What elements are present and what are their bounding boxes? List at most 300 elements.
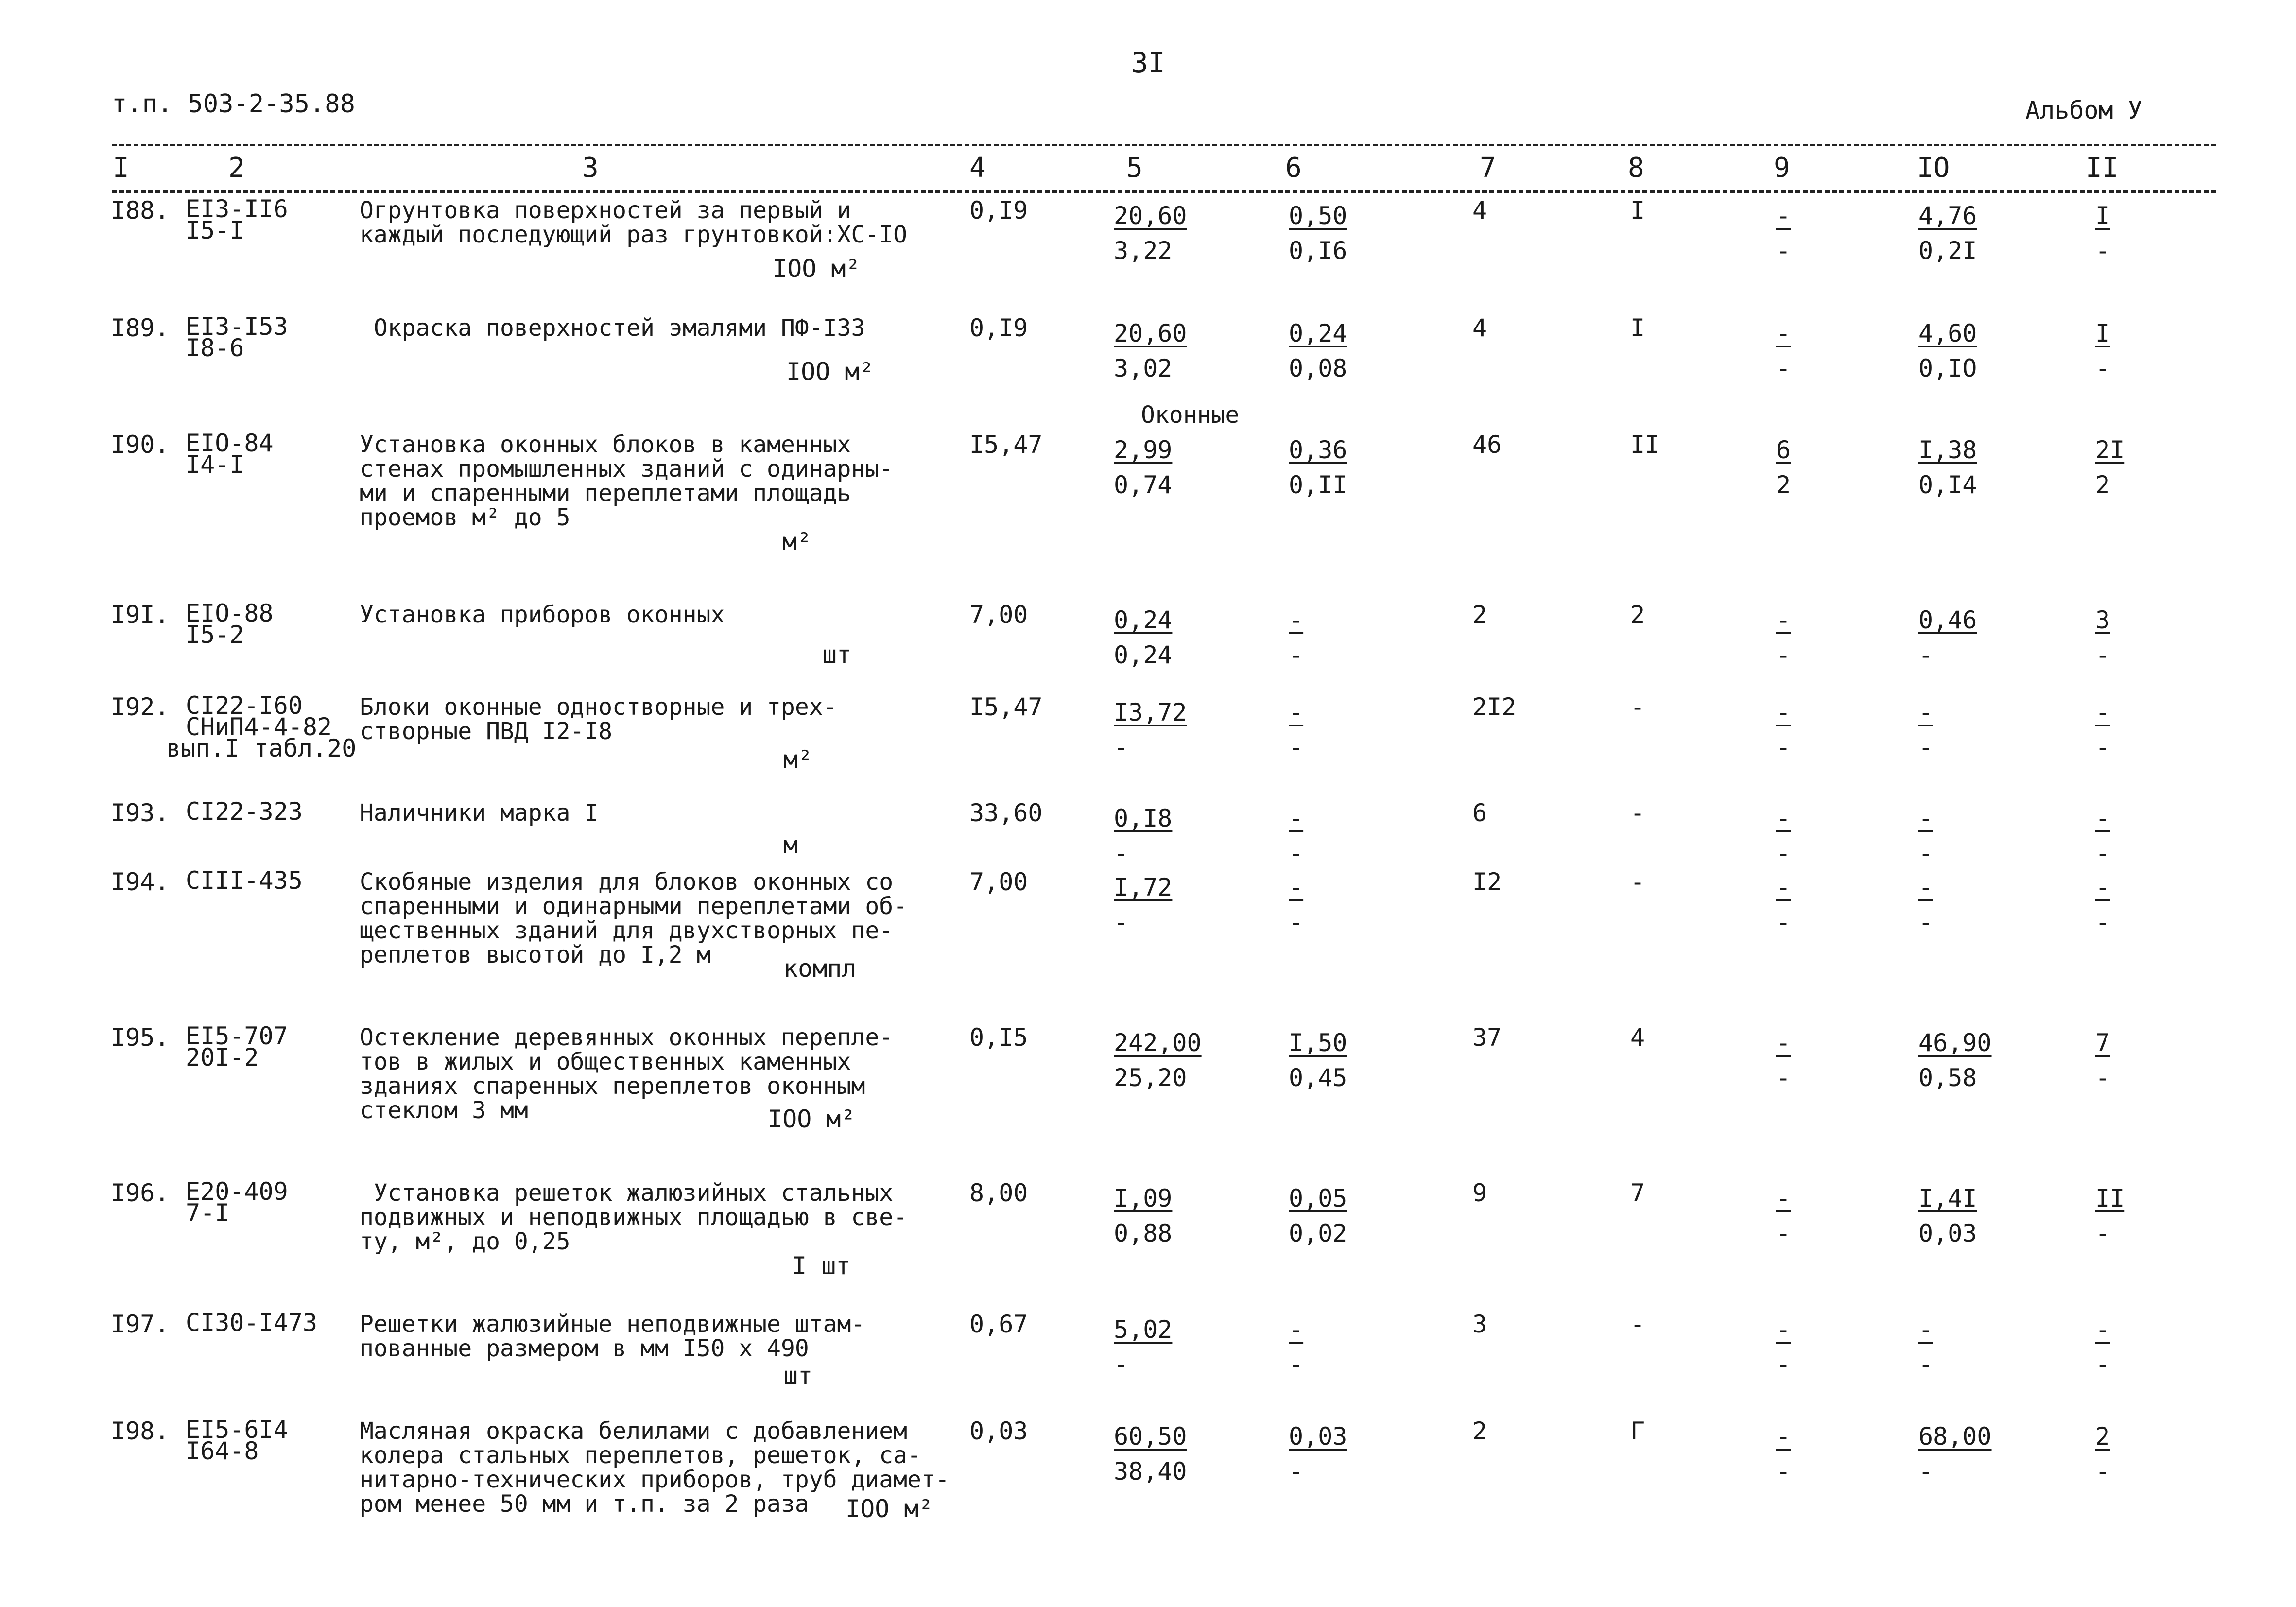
col-6-fraction: [1289, 1419, 1347, 1489]
col-9-fraction-bottom: -: [1776, 733, 1791, 761]
unit-text: IOO м²: [786, 358, 874, 386]
col-10-fraction: [1918, 1312, 1933, 1382]
col-9-fraction: [1776, 801, 1791, 871]
col-8-value: [1630, 198, 1645, 223]
col-10-fraction-top: -: [1918, 804, 1933, 832]
col-9-fraction-bottom: -: [1776, 1219, 1791, 1247]
header-col-1: I: [113, 152, 129, 184]
col-10-fraction-bottom: 0,I4: [1918, 471, 1977, 499]
description-line: Масляная окраска белилами с добавлением: [360, 1417, 908, 1445]
row-code: [186, 312, 288, 362]
col-9-fraction-top: -: [1776, 1315, 1791, 1344]
col-9-fraction-top: -: [1776, 606, 1791, 634]
col-11-fraction-bottom: -: [2095, 641, 2110, 669]
row-number-text: I97.: [111, 1310, 170, 1338]
col-11-fraction-bottom: 2: [2095, 471, 2110, 499]
col-5-fraction: [1114, 316, 1187, 386]
row-number: [111, 870, 169, 894]
col-7-text: 3: [1472, 1310, 1487, 1338]
col-10-fraction: [1918, 198, 1977, 268]
unit-text: м: [783, 831, 798, 859]
col-8-value: [1630, 1025, 1645, 1050]
col-8-value: [1630, 1181, 1645, 1205]
col-9-fraction-bottom: -: [1776, 1064, 1791, 1092]
document-code: т.п. 503-2-35.88: [112, 89, 355, 119]
row-number-text: I98.: [111, 1417, 170, 1445]
unit-text: шт: [783, 1362, 813, 1390]
col-10-fraction-bottom: -: [1918, 1350, 1933, 1379]
code-line: CI22-323: [186, 797, 303, 826]
col-7-value: [1472, 198, 1487, 223]
unit-text: м²: [783, 745, 813, 774]
code-line: СНиП4-4-82: [186, 713, 332, 741]
col-9-fraction-bottom: -: [1776, 908, 1791, 936]
col-6-fraction-top: -: [1289, 804, 1304, 832]
col-11-fraction: [2095, 695, 2110, 765]
col-4-value: [969, 870, 1028, 894]
code-line: EI3-I53: [186, 312, 288, 341]
code-line: CIII-435: [186, 866, 303, 895]
col-10-fraction-top: -: [1918, 873, 1933, 901]
description-line: спаренными и одинарными переплетами об-: [360, 893, 908, 920]
col-6-fraction-bottom: -: [1289, 1350, 1304, 1379]
code-line: 7-I: [186, 1199, 230, 1227]
code-line: I5-2: [186, 621, 244, 649]
col-5-fraction-top: 5,02: [1114, 1315, 1173, 1344]
col-9-fraction: [1776, 603, 1791, 673]
col-8-value: [1630, 432, 1659, 457]
col-4-text: 0,67: [969, 1310, 1028, 1338]
row-number: [111, 801, 169, 825]
row-number: [111, 603, 169, 627]
col-6-fraction: [1289, 1181, 1347, 1251]
col-5-fraction: [1114, 801, 1172, 871]
col-8-text: -: [1630, 1310, 1645, 1338]
col-6-fraction: [1289, 1312, 1303, 1382]
col-6-fraction-bottom: -: [1289, 1457, 1304, 1486]
col-6-fraction: [1289, 198, 1347, 268]
col-8-value: [1630, 1312, 1645, 1336]
row-code: [186, 1177, 288, 1227]
col-4-value: [969, 1181, 1028, 1205]
col-8-text: I: [1630, 196, 1645, 225]
col-5-fraction-top: 2,99: [1114, 436, 1173, 464]
col-10-fraction: [1918, 1419, 1992, 1489]
col-6-fraction-top: 0,05: [1289, 1184, 1347, 1212]
col-11-fraction-top: II: [2095, 1184, 2125, 1212]
col-5-fraction-top: 242,00: [1114, 1029, 1202, 1057]
col-10-fraction: [1918, 316, 1977, 386]
col-4-text: 0,I5: [969, 1023, 1028, 1052]
description-line: Установка решеток жалюзийных стальных: [360, 1179, 894, 1207]
row-unit: [783, 747, 812, 772]
col-5-fraction: [1114, 1419, 1187, 1489]
col-6-fraction: [1289, 432, 1347, 502]
col-10-fraction-top: -: [1918, 698, 1933, 726]
row-unit: [773, 257, 861, 281]
col-11-fraction: [2095, 1025, 2110, 1095]
col-11-fraction: [2095, 1312, 2110, 1382]
col-5-fraction-bottom: -: [1114, 1350, 1129, 1379]
col-4-text: 0,I9: [969, 314, 1028, 342]
col-11-fraction-top: I: [2095, 202, 2110, 230]
col-9-fraction: [1776, 432, 1791, 502]
col-9-fraction-bottom: -: [1776, 839, 1791, 867]
col-7-value: [1472, 316, 1487, 340]
col-10-fraction-bottom: 0,03: [1918, 1219, 1977, 1247]
col-9-fraction: [1776, 316, 1791, 386]
col-5-fraction-top: 0,I8: [1114, 804, 1173, 832]
col-11-fraction-top: I: [2095, 319, 2110, 347]
col-4-text: 7,00: [969, 868, 1028, 896]
col-6-fraction-top: I,50: [1289, 1029, 1347, 1057]
col-8-value: [1630, 603, 1645, 627]
col-4-text: 0,03: [969, 1417, 1028, 1445]
col-11-fraction: [2095, 801, 2110, 871]
col-6-fraction: [1289, 1025, 1347, 1095]
description-line: Окраска поверхностей эмалями ПФ-I33: [360, 314, 865, 342]
header-col-11: II: [2086, 152, 2119, 184]
col-5-fraction-top: I,72: [1114, 873, 1173, 901]
col-7-value: [1472, 1312, 1487, 1336]
unit-text: IOO м²: [846, 1495, 933, 1523]
col-4-value: [969, 1419, 1028, 1443]
col-8-text: -: [1630, 693, 1645, 721]
description-line: Установка оконных блоков в каменных: [360, 431, 851, 458]
unit-text: компл: [783, 954, 857, 983]
col-8-text: 7: [1630, 1179, 1645, 1207]
header-col-9: 9: [1774, 152, 1790, 184]
col-5-fraction-top: 20,60: [1114, 319, 1187, 347]
col-9-fraction-top: -: [1776, 873, 1791, 901]
col-11-fraction-top: 2: [2095, 1422, 2110, 1451]
header-bottom-rule: [112, 190, 2216, 193]
description-line: ми и спаренными переплетами площадь: [360, 480, 851, 507]
col-10-fraction: [1918, 1181, 1977, 1251]
row-unit: [792, 1254, 850, 1278]
col-7-text: 6: [1472, 799, 1487, 827]
col-6-fraction-bottom: -: [1289, 641, 1304, 669]
col-6-fraction-bottom: -: [1289, 839, 1304, 867]
col-11-fraction-top: 2I: [2095, 436, 2125, 464]
row-unit: [782, 530, 811, 554]
col-7-value: [1472, 603, 1487, 627]
col-8-text: I: [1630, 314, 1645, 342]
col-4-text: I5,47: [969, 693, 1043, 721]
col-11-fraction-top: -: [2095, 873, 2110, 901]
code-line: I8-6: [186, 334, 244, 362]
col-7-text: 4: [1472, 314, 1487, 342]
description-line: Блоки оконные одностворные и трех-: [360, 693, 837, 721]
code-line: E20-409: [186, 1177, 288, 1206]
col-4-value: [969, 432, 1043, 457]
row-description: [360, 432, 893, 530]
col-8-text: -: [1630, 799, 1645, 827]
col-11-fraction-bottom: -: [2095, 1219, 2110, 1247]
col-9-fraction: [1776, 1025, 1791, 1095]
row-unit: [786, 360, 874, 384]
col-4-text: 7,00: [969, 601, 1028, 629]
unit-text: IOO м²: [773, 255, 861, 283]
col-8-text: 4: [1630, 1023, 1645, 1052]
row-unit: [846, 1497, 933, 1521]
col-11-fraction-bottom: -: [2095, 1350, 2110, 1379]
row-code: [186, 866, 303, 895]
col-5-fraction-top: I3,72: [1114, 698, 1187, 726]
col-5-fraction-bottom: 0,74: [1114, 471, 1173, 499]
col-11-fraction: [2095, 432, 2124, 502]
col-10-fraction-bottom: -: [1918, 908, 1933, 936]
code-line: 20I-2: [186, 1043, 259, 1071]
col-11-fraction: [2095, 1181, 2124, 1251]
col-11-fraction-bottom: -: [2095, 908, 2110, 936]
col-5-fraction: [1114, 1025, 1202, 1095]
code-line: EI5-707: [186, 1022, 288, 1050]
row-code: [186, 1309, 317, 1337]
col-8-text: 2: [1630, 601, 1645, 629]
col-5-fraction-top: 60,50: [1114, 1422, 1187, 1451]
row-number-text: I89.: [111, 314, 170, 342]
col-5-fraction-bottom: 0,24: [1114, 641, 1173, 669]
col-10-fraction-bottom: -: [1918, 733, 1933, 761]
col-6-fraction: [1289, 695, 1303, 765]
col-5-fraction: [1114, 870, 1172, 940]
row-description: [360, 1312, 865, 1361]
col-6-fraction-top: -: [1289, 698, 1304, 726]
col-9-fraction-bottom: -: [1776, 1457, 1791, 1486]
row-description: [360, 870, 907, 967]
row-number-text: I88.: [111, 196, 170, 225]
header-col-8: 8: [1628, 152, 1644, 184]
col-9-fraction-top: 6: [1776, 436, 1791, 464]
row-number: [111, 198, 169, 223]
col-10-fraction-top: I,38: [1918, 436, 1977, 464]
col-9-fraction-bottom: -: [1776, 1350, 1791, 1379]
col-7-text: 9: [1472, 1179, 1487, 1207]
row-code: [186, 195, 288, 244]
col-10-fraction-top: 46,90: [1918, 1029, 1992, 1057]
col-5-fraction: [1114, 1181, 1172, 1251]
col-9-fraction-top: -: [1776, 202, 1791, 230]
description-line: Установка приборов оконных: [360, 601, 725, 628]
description-line: зданиях спаренных переплетов оконным: [360, 1072, 865, 1100]
col-10-fraction-top: 4,60: [1918, 319, 1977, 347]
col-11-fraction-top: -: [2095, 804, 2110, 832]
col-7-text: 2: [1472, 1417, 1487, 1445]
row-description: [360, 695, 837, 743]
row-number-text: I90.: [111, 431, 170, 459]
row-unit: [783, 833, 798, 857]
description-line: ту, м², до 0,25: [360, 1228, 570, 1255]
col-4-value: [969, 198, 1028, 223]
row-description: [360, 198, 907, 247]
header-col-5: 5: [1126, 152, 1143, 184]
header-col-4: 4: [969, 152, 986, 184]
row-number: [111, 432, 169, 457]
col-7-text: 2: [1472, 601, 1487, 629]
col-8-value: [1630, 695, 1645, 719]
col-9-fraction: [1776, 1312, 1791, 1382]
code-line: EIO-84: [186, 429, 274, 457]
col-11-fraction-bottom: -: [2095, 237, 2110, 265]
col-6-fraction-bottom: 0,45: [1289, 1064, 1347, 1092]
code-line: CI30-I473: [186, 1309, 317, 1337]
col-10-fraction: [1918, 1025, 1992, 1095]
col-5-fraction-bottom: -: [1114, 908, 1129, 936]
row-number-text: I9I.: [111, 601, 170, 629]
row-number: [111, 316, 169, 340]
col-6-fraction-top: -: [1289, 873, 1304, 901]
page-number: 3I: [1131, 46, 1165, 79]
col-4-text: 8,00: [969, 1179, 1028, 1207]
description-line: пованные размером в мм I50 х 490: [360, 1335, 809, 1362]
code-line: EI3-II6: [186, 195, 288, 223]
unit-text: м²: [782, 528, 812, 556]
col-5-fraction: [1114, 198, 1187, 268]
col-8-value: [1630, 316, 1645, 340]
code-line: EI5-6I4: [186, 1416, 288, 1444]
col-11-fraction: [2095, 198, 2110, 268]
col-9-fraction-bottom: -: [1776, 237, 1791, 265]
col-11-fraction-top: 7: [2095, 1029, 2110, 1057]
col-6-fraction: [1289, 801, 1303, 871]
col-5-fraction-bottom: -: [1114, 839, 1129, 867]
col-9-fraction-top: -: [1776, 698, 1791, 726]
col-5-fraction: [1114, 603, 1172, 673]
col-7-text: 37: [1472, 1023, 1502, 1052]
col-5-fraction-top: I,09: [1114, 1184, 1173, 1212]
col-8-text: II: [1630, 431, 1660, 459]
header-top-rule: [112, 144, 2216, 146]
col-6-fraction-bottom: -: [1289, 733, 1304, 761]
col-8-value: [1630, 1419, 1645, 1443]
description-line: нитарно-технических приборов, труб диамет-: [360, 1466, 949, 1493]
col-10-fraction: [1918, 801, 1933, 871]
code-line: I64-8: [186, 1437, 259, 1465]
header-col-2: 2: [228, 152, 245, 184]
col-4-value: [969, 1025, 1028, 1050]
header-col-6: 6: [1285, 152, 1302, 184]
description-line: проемов м² до 5: [360, 504, 570, 531]
col-4-text: I5,47: [969, 431, 1043, 459]
col-6-fraction: [1289, 870, 1303, 940]
col-5-fraction-bottom: 0,88: [1114, 1219, 1173, 1247]
row-code: [186, 1022, 288, 1071]
col-5-fraction-bottom: 3,02: [1114, 354, 1173, 382]
row-number: [111, 1419, 169, 1443]
col-7-value: [1472, 801, 1487, 825]
col-11-fraction: [2095, 1419, 2110, 1489]
col-11-fraction-bottom: -: [2095, 1457, 2110, 1486]
description-line: каждый последующий раз грунтовкой:ХС-IO: [360, 221, 908, 248]
code-line: I5-I: [186, 216, 244, 244]
header-col-7: 7: [1480, 152, 1496, 184]
col-5-fraction: [1114, 432, 1172, 502]
col-9-fraction-bottom: -: [1776, 641, 1791, 669]
code-line: I4-I: [186, 450, 244, 479]
code-line: CI22-I60: [186, 691, 303, 720]
col-6-fraction-bottom: 0,I6: [1289, 237, 1347, 265]
description-line: колера стальных переплетов, решеток, са-: [360, 1442, 921, 1469]
col-9-fraction-top: -: [1776, 1029, 1791, 1057]
col-4-value: [969, 603, 1028, 627]
window-note: Оконные: [1141, 401, 1240, 429]
col-6-fraction-bottom: -: [1289, 908, 1304, 936]
col-6-fraction-top: 0,24: [1289, 319, 1347, 347]
col-11-fraction: [2095, 870, 2110, 940]
col-7-text: 4: [1472, 196, 1487, 225]
col-11-fraction-top: -: [2095, 698, 2110, 726]
description-line: Остекление деревянных оконных перепле-: [360, 1024, 894, 1051]
row-code: [186, 797, 303, 826]
row-description: [360, 801, 598, 825]
col-6-fraction: [1289, 603, 1303, 673]
row-code: [186, 1416, 288, 1465]
row-code: [186, 429, 274, 479]
col-9-fraction: [1776, 198, 1791, 268]
code-line: EIO-88: [186, 599, 274, 627]
unit-text: I шт: [792, 1252, 851, 1280]
col-10-fraction: [1918, 432, 1977, 502]
description-line: стеклом 3 мм: [360, 1097, 528, 1124]
col-4-value: [969, 1312, 1028, 1336]
description-line: тов в жилых и общественных каменных: [360, 1048, 851, 1075]
col-5-fraction-bottom: 3,22: [1114, 237, 1173, 265]
col-5-fraction-top: 0,24: [1114, 606, 1173, 634]
col-11-fraction-bottom: -: [2095, 839, 2110, 867]
col-10-fraction-bottom: 0,IO: [1918, 354, 1977, 382]
col-5-fraction: [1114, 695, 1187, 765]
description-line: ром менее 50 мм и т.п. за 2 раза: [360, 1490, 809, 1518]
row-unit: [783, 1364, 812, 1388]
col-8-text: -: [1630, 868, 1645, 896]
col-8-text: Г: [1630, 1417, 1645, 1445]
col-10-fraction: [1918, 695, 1933, 765]
col-10-fraction-top: 68,00: [1918, 1422, 1992, 1451]
row-unit: [783, 956, 857, 981]
row-code: [166, 691, 357, 762]
col-4-value: [969, 801, 1043, 825]
col-4-text: 33,60: [969, 799, 1043, 827]
col-9-fraction: [1776, 695, 1791, 765]
col-7-text: 2I2: [1472, 693, 1517, 721]
row-number-text: I94.: [111, 868, 170, 896]
col-7-value: [1472, 1025, 1502, 1050]
description-line: щественных зданий для двухстворных пе-: [360, 917, 894, 944]
col-5-fraction-bottom: -: [1114, 733, 1129, 761]
col-7-value: [1472, 432, 1502, 457]
col-6-fraction-bottom: 0,02: [1289, 1219, 1347, 1247]
header-col-3: 3: [582, 152, 599, 184]
col-9-fraction-top: -: [1776, 804, 1791, 832]
col-7-value: [1472, 870, 1502, 894]
col-7-value: [1472, 695, 1516, 719]
col-10-fraction-bottom: 0,2I: [1918, 237, 1977, 265]
col-7-text: I2: [1472, 868, 1502, 896]
col-6-fraction: [1289, 316, 1347, 386]
row-description: [360, 603, 725, 627]
description-line: Решетки жалюзийные неподвижные штам-: [360, 1311, 865, 1338]
col-9-fraction-bottom: 2: [1776, 471, 1791, 499]
row-number: [111, 1312, 169, 1336]
row-number-text: I96.: [111, 1179, 170, 1207]
row-description: [360, 316, 865, 340]
description-line: подвижных и неподвижных площадью в све-: [360, 1204, 908, 1231]
col-10-fraction-top: I,4I: [1918, 1184, 1977, 1212]
col-4-text: 0,I9: [969, 196, 1028, 225]
col-10-fraction-bottom: -: [1918, 839, 1933, 867]
col-10-fraction: [1918, 603, 1977, 673]
